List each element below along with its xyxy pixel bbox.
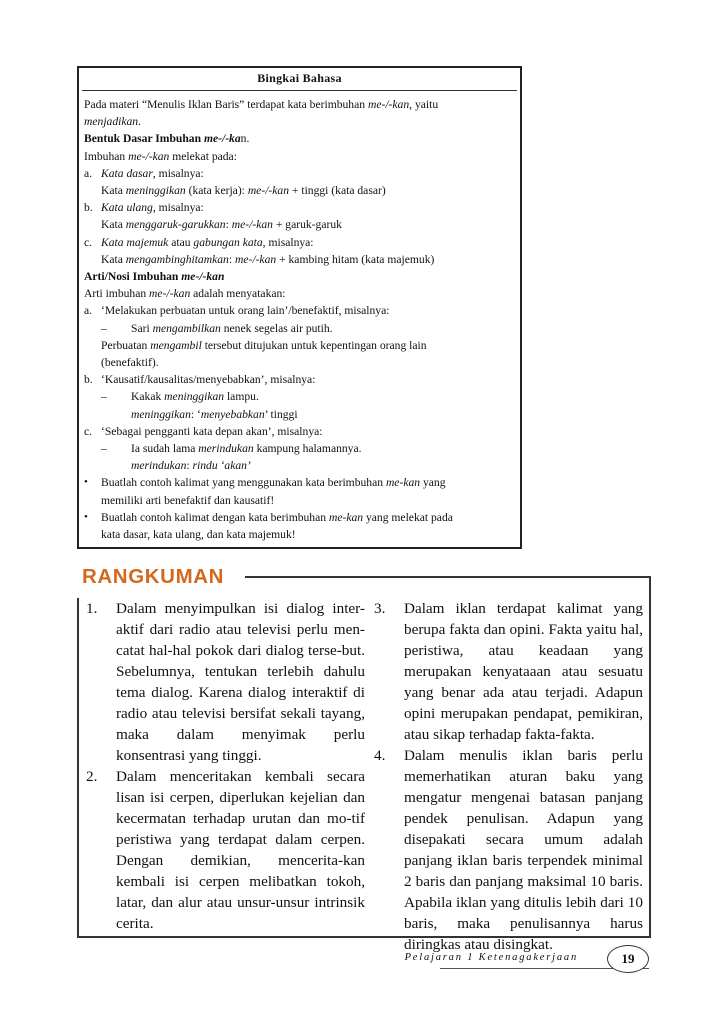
task-2-line-2: kata dasar, kata ulang, dan kata majemuk! — [101, 528, 296, 542]
list-item-c-example: Kata mengambinghitamkan: me-/-kan + kambing hitam (kata majemuk) — [101, 252, 435, 266]
rangkuman-frame-right — [649, 576, 651, 936]
arti-item-b: b. ‘Kausatif/kausalitas/menyebabkan’, misalnya: — [84, 373, 316, 387]
arti-item-c-example: – Ia sudah lama merindukan kampung halamannya. — [101, 442, 362, 456]
list-item-a: a. Kata dasar, misalnya: — [84, 166, 204, 180]
arti-item-a-note: Perbuatan mengambil tersebut ditujukan untuk kepentingan orang lain — [101, 338, 427, 352]
arti-item-a-example: – Sari mengambilkan nenek segelas air putih. — [101, 321, 333, 335]
bentuk-heading: Bentuk Dasar Imbuhan me-/-kan. — [84, 132, 250, 146]
arti-item-a: a. ‘Melakukan perbuatan untuk orang lain’/benefaktif, misalnya: — [84, 304, 390, 318]
page-number: 19 — [607, 945, 649, 973]
list-item-b: b. Kata ulang, misalnya: — [84, 201, 204, 215]
rangkuman-item-1: 1. Dalam menyimpulkan isi dialog inter-aktif dari radio atau televisi perlu men-catat hal-hal pokok dari dialog terse-but. Sebelumnya, tentukan terlebih dahulu tema dialog. Karena dialog interaktif di radio atau televisi bersifat sekali tayang, maka dalam menyimak perlu konsentrasi yang tinggi. — [86, 600, 365, 764]
arti-item-b-example: – Kakak meninggikan lampu. — [101, 390, 259, 404]
bingkai-divider — [82, 90, 517, 91]
arti-line: Arti imbuhan me-/-kan adalah menyatakan: — [84, 287, 286, 301]
rangkuman-title: RANGKUMAN — [82, 565, 225, 588]
task-2: • Buatlah contoh kalimat dengan kata berimbuhan me-kan yang melekat pada — [84, 510, 453, 524]
melekat-line: Imbuhan me-/-kan melekat pada: — [84, 149, 237, 163]
rangkuman-item-4: 4. Dalam menulis iklan baris perlu memerhatikan aturan baku yang mengatur mengenai batasan panjang pendek penulisan. Adapun yang disepakati secara umum adalah panjang iklan baris terpendek minimal 2 baris dan panjang maksimal 10 baris. Apabila iklan yang ditulis lebih dari 10 baris, maka penulisannya harus diringkas atau disingkat. — [374, 747, 643, 953]
arti-item-a-note-2: (benefaktif). — [101, 356, 159, 370]
bingkai-title: Bingkai Bahasa — [257, 71, 342, 85]
rangkuman-item-3: 3. Dalam iklan terdapat kalimat yang berupa fakta dan opini. Fakta yaitu hal, peristiwa, atau keadaan yang merupakan kenyataaan atau sesuatu yang benar ada atau terjadi. Adapun opini merupakan pendapat, pemikiran, atau sikap terhadap fakta-fakta. — [374, 600, 643, 743]
task-1: • Buatlah contoh kalimat yang menggunakan kata berimbuhan me-kan yang — [84, 476, 446, 490]
bingkai-content — [84, 96, 514, 543]
arti-heading: Arti/Nosi Imbuhan me-/-kan — [84, 270, 225, 284]
list-item-b-example: Kata menggaruk-garukkan: me-/-kan + garuk-garuk — [101, 218, 342, 232]
rangkuman-item-2: 2. Dalam menceritakan kembali secara lisan isi cerpen, diperlukan kejelian dan kecermatan terhadap urutan dan mo-tif peristiwa yang terdapat dalam cerpen. Dengan demikian, mencerita-kan kembali isi cerpen melibatkan tokoh, latar, dan alur atau unsur-unsur intrinsik cerita. — [86, 768, 365, 932]
list-item-a-example: Kata meninggikan (kata kerja): me-/-kan + tinggi (kata dasar) — [101, 184, 386, 198]
task-1-line-2: memiliki arti benefaktif dan kausatif! — [101, 493, 275, 507]
intro-line-2: menjadikan. — [84, 115, 141, 129]
footer-chapter: Pelajaran 1 Ketenagakerjaan — [404, 952, 578, 963]
rangkuman-column-right — [374, 598, 643, 955]
list-item-c: c. Kata majemuk atau gabungan kata, misalnya: — [84, 235, 314, 249]
intro-line-1: Pada materi “Menulis Iklan Baris” terdapat kata berimbuhan me-/-kan, yaitu — [84, 98, 439, 111]
arti-item-b-gloss: meninggikan: ‘menyebabkan’ tinggi — [131, 407, 298, 421]
rangkuman-column-left — [86, 598, 365, 934]
bingkai-bahasa-box — [77, 66, 522, 549]
rangkuman-frame-top — [245, 576, 651, 578]
arti-item-c: c. ‘Sebagai pengganti kata depan akan’, misalnya: — [84, 424, 323, 438]
arti-item-c-gloss: merindukan: rindu ‘akan’ — [131, 459, 251, 473]
rangkuman-frame-left — [77, 598, 79, 936]
